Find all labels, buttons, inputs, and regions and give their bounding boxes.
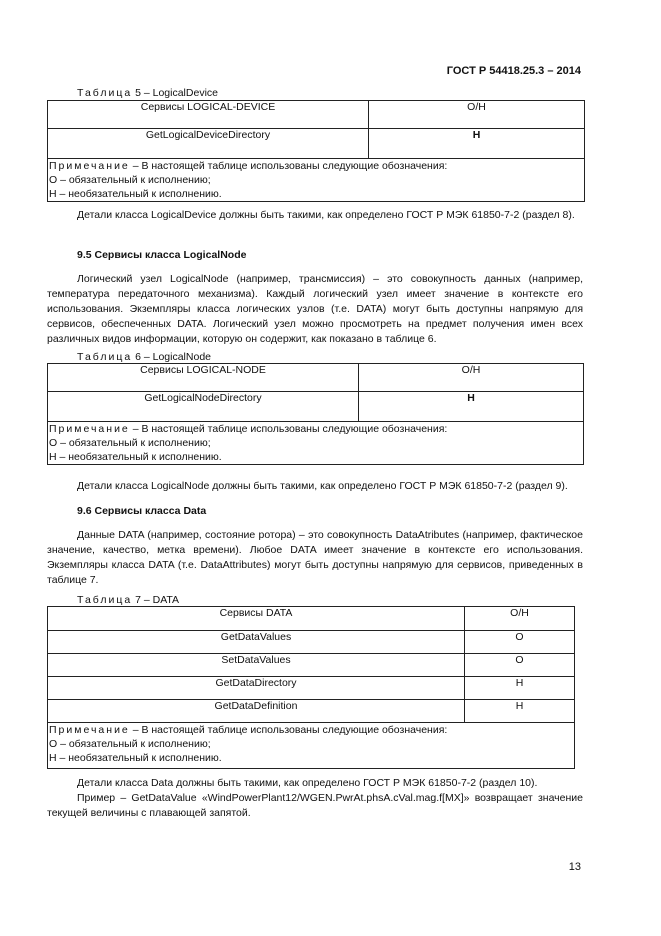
table6-caption-word: Таблица <box>77 351 133 363</box>
page-number: 13 <box>568 861 581 873</box>
note-label: Примечание <box>49 160 130 172</box>
note-text: – В настоящей таблице использованы следующие обозначения: <box>129 423 448 435</box>
table7 <box>47 606 575 769</box>
table5-caption-title: – LogicalDevice <box>143 87 218 99</box>
table7-req-cell: Н <box>465 700 575 723</box>
note-text: – В настоящей таблице использованы следующие обозначения: <box>129 724 448 736</box>
table6-service-cell: GetLogicalNodeDirectory <box>48 392 359 422</box>
ln-paragraph: Логический узел LogicalNode (например, трансмиссия) – это совокупность данных (например, температура передаточного механизма). Каждый логический узел имеет значение в контексте его использования. Экземпляры класса логических узлов (т.е. DATA) могут быть доступны напрямую для сервисов, обеспеченных DATA. Логический узел можно просмотреть на предмет получения имен всех различных видов информации, которую он содержит, как показано в таблице 6. <box>47 273 583 345</box>
document-id: ГОСТ Р 54418.25.3 – 2014 <box>446 65 581 77</box>
table6-caption <box>77 351 211 363</box>
table6-note <box>48 422 584 465</box>
table-row <box>48 654 575 677</box>
table7-req-cell: Н <box>465 677 575 700</box>
data-paragraph: Данные DATA (например, состояние ротора) – это совокупность DataAtributes (например, фактическое значение, качество, метка времени). Любое DATA имеет значение в контексте его использования. Экземпляры класса DATA (т.е. DataAttributes) могут быть доступны напрямую для сервисов, приведенных в таблице 7. <box>47 529 583 586</box>
table-row <box>48 631 575 654</box>
section-9-5-heading: 9.5 Сервисы класса LogicalNode <box>77 249 247 261</box>
table5-service-cell: GetLogicalDeviceDirectory <box>48 129 369 159</box>
example-paragraph: Пример – GetDataValue «WindPowerPlant12/WGEN.PwrAt.phsA.cVal.mag.f[MX]» возвращает значение текущей величины с плавающей запятой. <box>47 792 583 819</box>
table5-req-cell: Н <box>369 129 585 159</box>
table7-service-cell: GetDataDefinition <box>48 700 465 723</box>
table6-req-cell: Н <box>359 392 584 422</box>
table-row <box>48 129 585 159</box>
table-row <box>48 700 575 723</box>
data-details-paragraph: Детали класса Data должны быть такими, как определено ГОСТ Р МЭК 61850-7-2 (раздел 10). <box>77 777 538 789</box>
note-line-o: О – обязательный к исполнению; <box>49 174 211 186</box>
table6 <box>47 363 584 465</box>
table7-service-cell: SetDataValues <box>48 654 465 677</box>
table6-caption-num: 6 <box>135 351 141 363</box>
note-label: Примечание <box>49 423 130 435</box>
table6-caption-title: – LogicalNode <box>143 351 211 363</box>
note-line-o: О – обязательный к исполнению; <box>49 738 211 750</box>
note-text: – В настоящей таблице использованы следующие обозначения: <box>129 160 448 172</box>
table7-service-cell: GetDataDirectory <box>48 677 465 700</box>
table7-caption-num: 7 <box>135 594 141 606</box>
table5-caption-num: 5 <box>135 87 141 99</box>
table7-caption-title: – DATA <box>143 594 180 606</box>
ld-details-paragraph: Детали класса LogicalDevice должны быть такими, как определено ГОСТ Р МЭК 61850-7-2 (раздел 8). <box>77 209 575 221</box>
note-line-o: О – обязательный к исполнению; <box>49 437 211 449</box>
table7-header-req: О/Н <box>465 607 575 631</box>
note-line-n: Н – необязательный к исполнению. <box>49 752 222 764</box>
table-row <box>48 392 584 422</box>
table7-note <box>48 723 575 769</box>
table7-req-cell: О <box>465 631 575 654</box>
table7-caption <box>77 594 179 606</box>
table6-header-req: О/Н <box>359 364 584 392</box>
table6-header-service: Сервисы LOGICAL-NODE <box>48 364 359 392</box>
table7-header-service: Сервисы DATA <box>48 607 465 631</box>
table-row <box>48 677 575 700</box>
table5-caption <box>77 87 218 99</box>
table5-header-req: О/Н <box>369 101 585 129</box>
table7-service-cell: GetDataValues <box>48 631 465 654</box>
table5 <box>47 100 585 202</box>
table5-header-service: Сервисы LOGICAL-DEVICE <box>48 101 369 129</box>
table7-caption-word: Таблица <box>77 594 133 606</box>
table5-caption-word: Таблица <box>77 87 133 99</box>
note-line-n: Н – необязательный к исполнению. <box>49 188 222 200</box>
section-9-6-heading: 9.6 Сервисы класса Data <box>77 505 207 517</box>
note-line-n: Н – необязательный к исполнению. <box>49 451 222 463</box>
ln-details-paragraph: Детали класса LogicalNode должны быть такими, как определено ГОСТ Р МЭК 61850-7-2 (раздел 9). <box>77 480 568 492</box>
table5-note <box>48 159 585 202</box>
note-label: Примечание <box>49 724 130 736</box>
table7-req-cell: О <box>465 654 575 677</box>
